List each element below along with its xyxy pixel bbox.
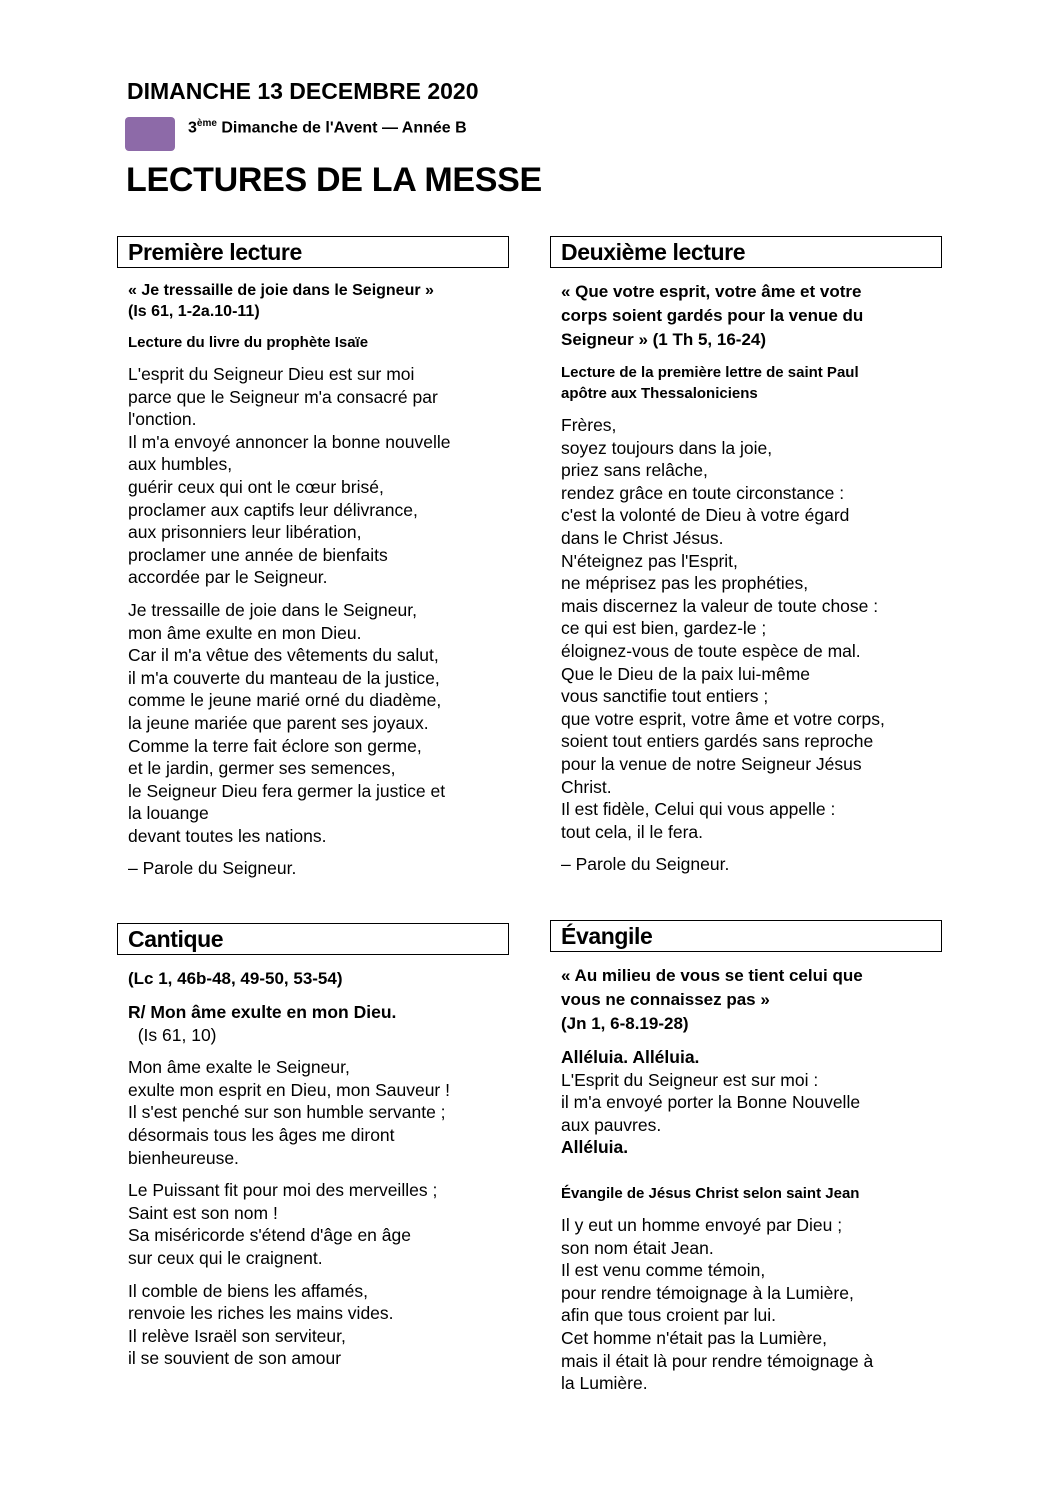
psalm-stanza2: Le Puissant fit pour moi des merveilles ; Saint est son nom ! Sa miséricorde s'étend d'âge en âge sur ceux qui le craignent. <box>128 1180 438 1268</box>
second-reading-body: Frères, soyez toujours dans la joie, priez sans relâche, rendez grâce en toute circonstance : c'est la volonté de Dieu à votre égard dans le Christ Jésus. N'éteignez pas l'Esprit, ne méprisez pas les prophéties, mais discernez la valeur de toute chose : ce qui est bien, gardez-le ; éloignez-vous de toute espèce de mal. Que le Dieu de la paix lui-même vous sanctifie tout entiers ; que votre esprit, votre âme et votre corps, soient tout entiers gardés sans reproche pour la venue de notre Seigneur Jésus Christ. Il est fidèle, Celui qui vous appelle : tout cela, il le fera. <box>561 415 885 842</box>
psalm-refrain-ref: (Is 61, 10) <box>128 1024 217 1045</box>
gospel-heading: Évangile <box>550 920 942 952</box>
second-reading-source: Lecture de la première lettre de saint Paul apôtre aux Thessaloniciens <box>561 364 859 402</box>
left-column <box>117 236 509 904</box>
psalm-stanza1: Mon âme exalte le Seigneur, exulte mon esprit en Dieu, mon Sauveur ! Il s'est penché sur son humble servante ; désormais tous les âges me diront bienheureuse. <box>128 1057 450 1168</box>
second-reading-section <box>550 236 942 876</box>
season-label <box>188 118 467 137</box>
psalm-stanza3: Il comble de biens les affamés, renvoie les riches les mains vides. Il relève Israël son serviteur, il se souvient de son amour <box>128 1280 394 1369</box>
psalm-heading: Cantique <box>117 923 509 955</box>
liturgical-color-swatch <box>125 117 175 151</box>
psalm-ref: (Lc 1, 46b-48, 49-50, 53-54) <box>128 969 343 988</box>
first-reading-para1: L'esprit du Seigneur Dieu est sur moi parce que le Seigneur m'a consacré par l'onction. Il m'a envoyé annoncer la bonne nouvelle aux humbles, guérir ceux qui ont le cœur brisé, proclamer aux captifs leur délivrance, aux prisonniers leur libération, proclamer une année de bienfaits accordée par le Seigneur. <box>128 364 451 588</box>
second-reading-heading: Deuxième lecture <box>550 236 942 268</box>
first-reading-heading: Première lecture <box>117 236 509 268</box>
gospel-acclamation: L'Esprit du Seigneur est sur moi : il m'a envoyé porter la Bonne Nouvelle aux pauvres. <box>561 1069 861 1135</box>
gospel-alleluia: Alléluia. Alléluia. <box>561 1047 700 1067</box>
date-heading: DIMANCHE 13 DECEMBRE 2020 <box>127 78 479 104</box>
second-reading-closing: – Parole du Seigneur. <box>561 854 730 875</box>
gospel-section <box>550 920 942 1395</box>
gospel-column <box>550 920 942 1419</box>
gospel-alleluia-end: Alléluia. <box>561 1137 629 1158</box>
season-text: Dimanche de l'Avent — Année B <box>216 119 467 137</box>
psalm-refrain: R/ Mon âme exulte en mon Dieu. <box>128 1002 397 1022</box>
first-reading-para2: Je tressaille de joie dans le Seigneur, mon âme exulte en mon Dieu. Car il m'a vêtue des vêtements du salut, il m'a couverte du manteau de la justice, comme le jeune marié orné du diadème, la jeune mariée que parent ses joyaux. Comme la terre fait éclore son germe, et le jardin, germer ses semences, le Seigneur Dieu fera germer la justice et la louange devant toutes les nations. <box>128 599 446 846</box>
gospel-body: Il y eut un homme envoyé par Dieu ; son nom était Jean. Il est venu comme témoin, pour rendre témoignage à la Lumière, afin que tous croient par lui. Cet homme n'était pas la Lumière, mais il était là pour rendre témoignage à la Lumière. <box>561 1214 874 1394</box>
first-reading-closing: – Parole du Seigneur. <box>128 858 297 879</box>
gospel-source: Évangile de Jésus Christ selon saint Jean <box>561 1184 860 1202</box>
first-reading-source: Lecture du livre du prophète Isaïe <box>128 334 369 351</box>
season-ordinal-suffix: ème <box>196 118 217 129</box>
first-reading-ref: « Je tressaille de joie dans le Seigneur » (Is 61, 1-2a.10-11) <box>128 282 434 320</box>
page-title: LECTURES DE LA MESSE <box>126 161 542 199</box>
right-column <box>550 236 942 900</box>
psalm-column <box>117 923 509 1394</box>
season-number: 3 <box>188 119 197 137</box>
second-reading-ref: « Que votre esprit, votre âme et votre corps soient gardés pour la venue du Seigneur » (1 Th 5, 16-24) <box>561 282 864 349</box>
psalm-section <box>117 923 509 1370</box>
first-reading-section <box>117 236 509 880</box>
gospel-ref: « Au milieu de vous se tient celui que vous ne connaissez pas » (Jn 1, 6-8.19-28) <box>561 966 863 1033</box>
